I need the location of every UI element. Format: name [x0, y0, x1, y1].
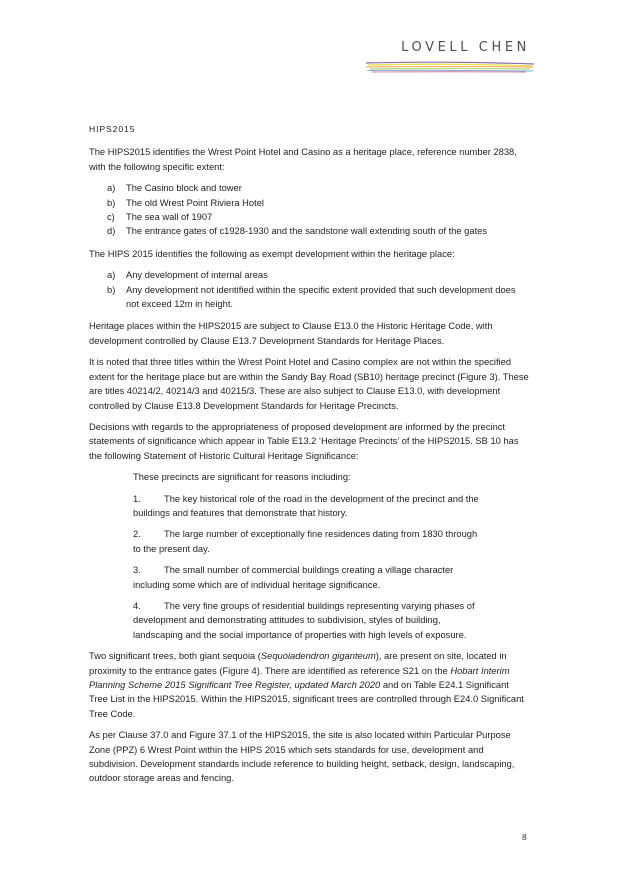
statement-intro: These precincts are significant for reasons including:	[133, 472, 351, 483]
list-item: c) The sea wall of 1907	[107, 212, 213, 223]
extent-list	[89, 181, 529, 239]
logo-stripe	[370, 69, 530, 70]
logo-stripes	[366, 61, 534, 73]
list-item: a) Any development of internal areas	[107, 270, 268, 281]
page-number: 8	[522, 832, 527, 842]
zone-paragraph: As per Clause 37.0 and Figure 37.1 of the HIPS2015, the site is also located within Particular Purpose Zone (PPZ) 6 Wrest Point within the HIPS 2015 which sets standards for use, development and subdivision. Development standards include reference to building height, setback, design, landscaping, outdoor storage areas and fencing.	[89, 730, 515, 784]
body-content	[89, 122, 529, 793]
list-item: a) The Casino block and tower	[107, 183, 242, 194]
logo-text: LOVELL CHEN	[401, 40, 530, 55]
statement-item: 2. The large number of exceptionally fine residences dating from 1830 through to the present day.	[133, 529, 478, 554]
logo-stripe	[366, 67, 534, 68]
list-item: b) Any development not identified within the specific extent provided that such development does not exceed 12m in height.	[107, 284, 516, 310]
company-logo	[380, 40, 530, 55]
logo-stripe	[368, 64, 532, 66]
statement-item: 1. The key historical role of the road in the development of the precinct and the buildings and features that demonstrate that history.	[133, 493, 479, 518]
species-name: Sequoiadendron giganteum	[260, 651, 376, 662]
decisions-paragraph: Decisions with regards to the appropriateness of proposed development are informed by the precinct statements of significance which appear in Table E13.2 ‘Heritage Precincts’ of the HIPS2015. SB 10 has the following Statement of Historic Cultural Heritage Significance:	[89, 421, 519, 461]
list-item: d) The entrance gates of c1928-1930 and the sandstone wall extending south of the gates	[107, 226, 488, 237]
list-item: b) The old Wrest Point Riviera Hotel	[107, 197, 264, 208]
section-title: HIPS2015	[89, 124, 136, 134]
statement-item: 4. The very fine groups of residential buildings representing varying phases of development and demonstrating attitudes to subdivision, styles of building, landscaping and the social importance of properties with high levels of exposure.	[133, 600, 475, 640]
logo-stripe	[367, 70, 533, 71]
intro-paragraph: The HIPS2015 identifies the Wrest Point Hotel and Casino as a heritage place, reference number 2838, with the following specific extent:	[89, 147, 517, 172]
heritage-places-paragraph: Heritage places within the HIPS2015 are subject to Clause E13.0 the Historic Heritage Code, with development controlled by Clause E13.7 Development Standards for Heritage Places.	[89, 321, 493, 346]
statement-item: 3. The small number of commercial buildings creating a village character including some which are of individual heritage significance.	[133, 565, 454, 590]
tree-register-title: Hobart Interim Planning Scheme 2015 Significant Tree Register, updated March 2020	[89, 665, 510, 690]
exempt-intro-paragraph: The HIPS 2015 identifies the following as exempt development within the heritage place:	[89, 248, 455, 259]
trees-paragraph: Two significant trees, both giant sequoia (Sequoiadendron giganteum), are present on site, located in proximity to the entrance gates (Figure 4). There are identified as reference S21 on the Hobart Interim Planning Scheme 2015 Significant Tree Register, updated March 2020 and on Table E24.1 Significant Tree List in the HIPS2015. Within the HIPS2015, significant trees are controlled through E24.0 Significant Tree Code.	[89, 651, 524, 719]
exempt-list	[89, 268, 529, 311]
titles-paragraph: It is noted that three titles within the Wrest Point Hotel and Casino complex are not within the specified extent for the heritage place but are within the Sandy Bay Road (SB10) heritage precinct (Figure 3). These are titles 40214/2, 40214/3 and 40215/3. These are also subject to Clause E13.0, with development controlled by Clause E13.8 Development Standards for Heritage Precincts.	[89, 357, 529, 411]
significance-statement	[133, 470, 483, 642]
